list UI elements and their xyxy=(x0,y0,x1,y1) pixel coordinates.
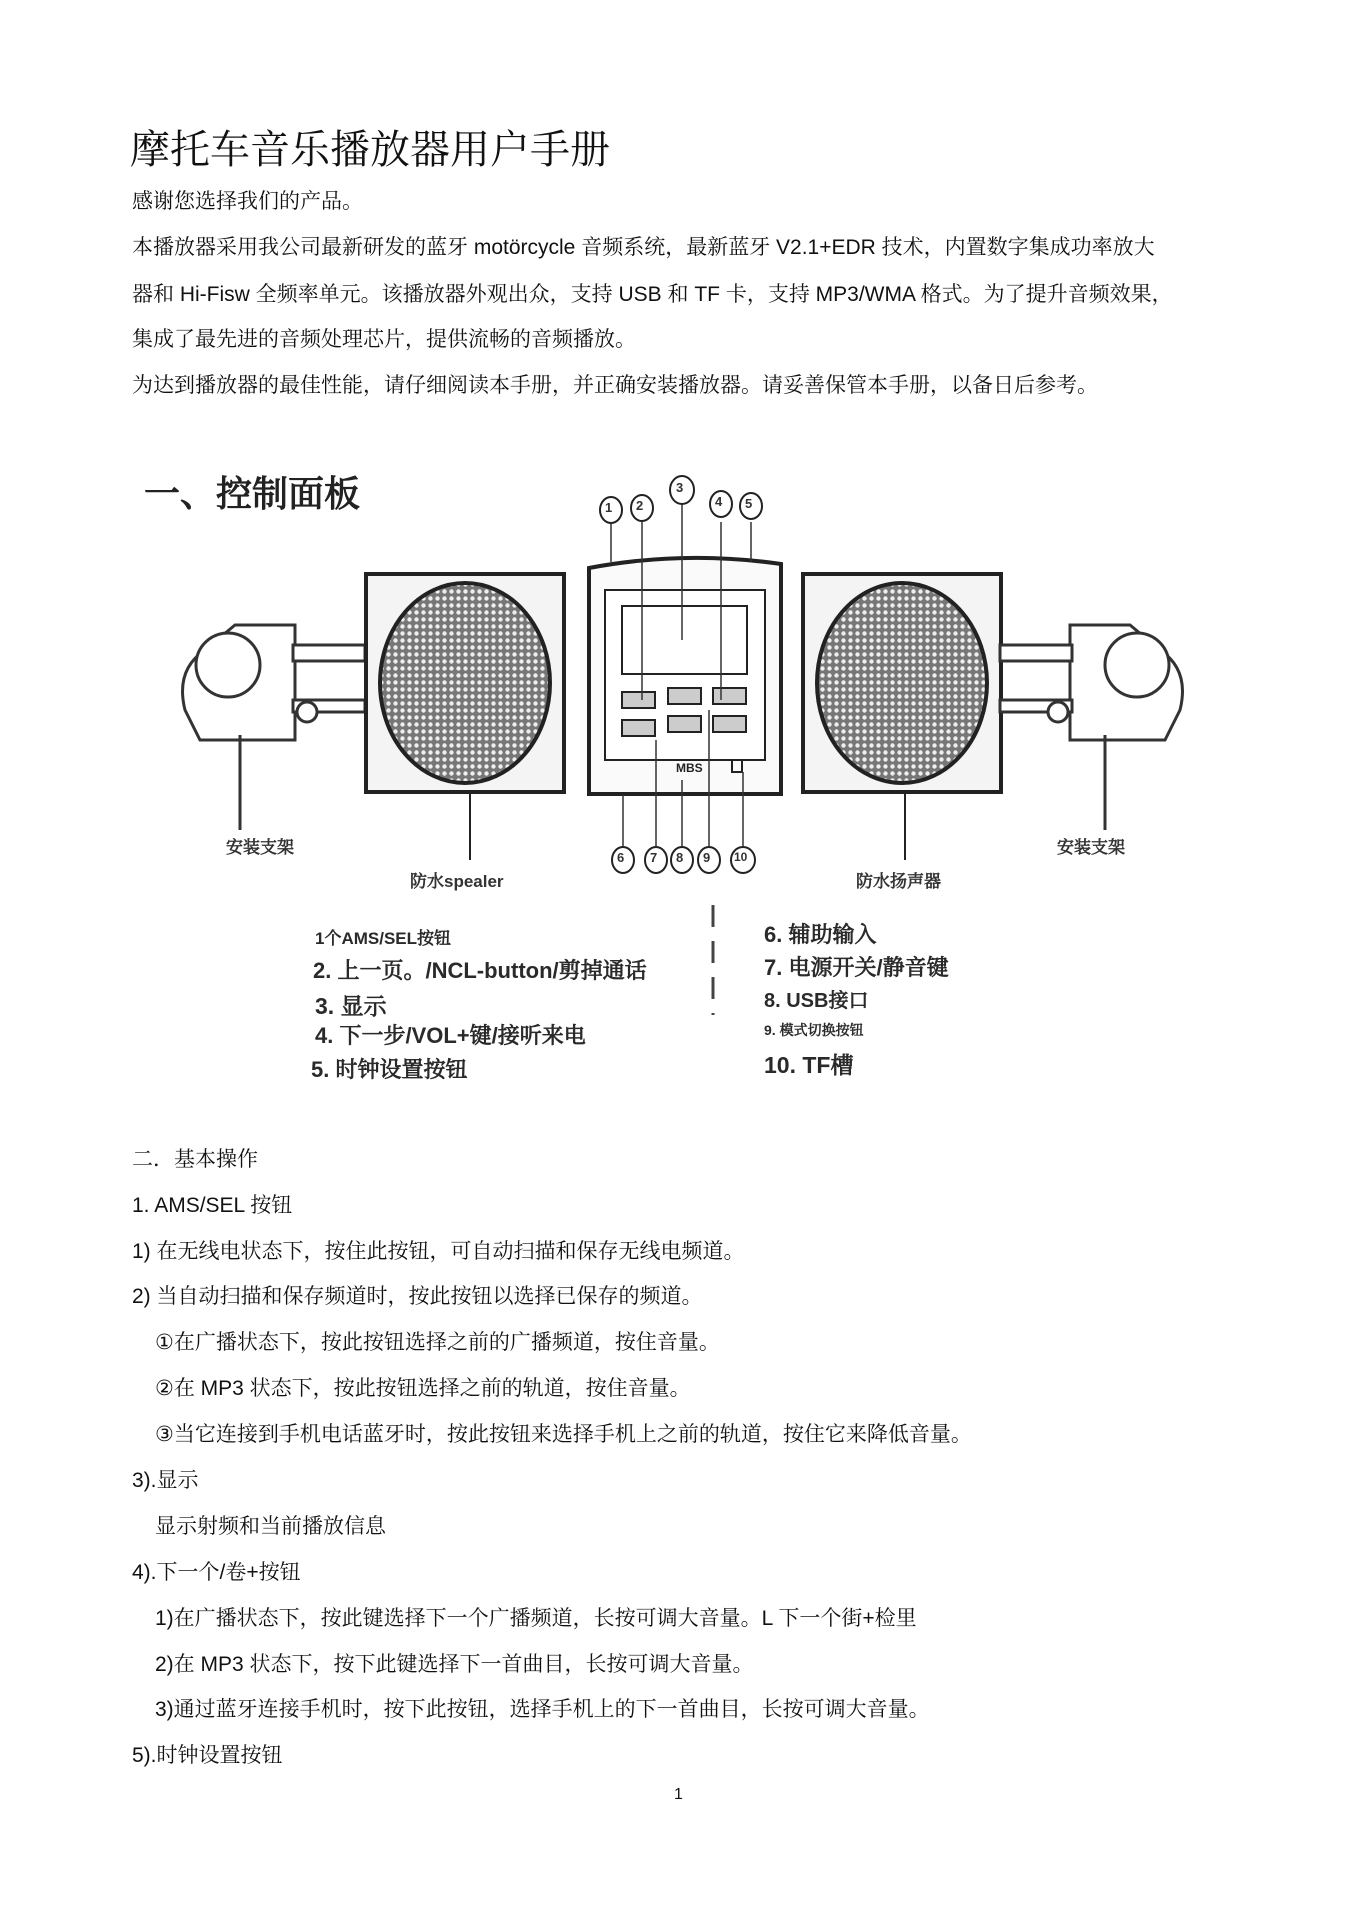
right-mount-bracket xyxy=(1000,625,1183,830)
subsection-heading: 1. AMS/SEL 按钮 xyxy=(132,1194,293,1217)
legend-item: 3. 显示 xyxy=(315,993,387,1019)
subsection-heading: 4).下一个/卷+按钮 xyxy=(132,1561,301,1584)
callout-2: 2 xyxy=(636,498,644,513)
legend-item: 8. USB接口 xyxy=(764,990,869,1012)
label-left-bracket: 安装支架 xyxy=(226,838,294,857)
svg-text:MBS: MBS xyxy=(676,761,703,775)
callout-10: 10 xyxy=(734,850,748,864)
label-left-speaker: 防水spealer xyxy=(410,872,504,891)
body-line: 3)通过蓝牙连接手机时，按下此按钮，选择手机上的下一首曲目，长按可调大音量。 xyxy=(155,1698,930,1721)
control-panel-heading: 一、控制面板 xyxy=(144,473,361,514)
callout-3: 3 xyxy=(676,480,684,495)
legend-item: 6. 辅助输入 xyxy=(764,922,877,947)
legend-item: 5. 时钟设置按钮 xyxy=(311,1057,468,1082)
body-line: 2) 当自动扫描和保存频道时，按此按钮以选择已保存的频道。 xyxy=(132,1285,703,1308)
legend-item: 9. 模式切换按钮 xyxy=(764,1022,864,1038)
intro-line: 为达到播放器的最佳性能，请仔细阅读本手册，并正确安装播放器。请妥善保管本手册，以备日后参考。 xyxy=(132,374,1098,397)
left-mount-bracket xyxy=(183,625,366,830)
body-line: 显示射频和当前播放信息 xyxy=(155,1515,386,1538)
label-right-speaker: 防水扬声器 xyxy=(856,872,941,891)
callout-7: 7 xyxy=(650,850,658,865)
right-speaker xyxy=(803,574,1001,860)
intro-line: 感谢您选择我们的产品。 xyxy=(132,190,363,213)
body-line: ②在 MP3 状态下，按此按钮选择之前的轨道，按住音量。 xyxy=(155,1377,691,1400)
subsection-heading: 3).显示 xyxy=(132,1469,199,1492)
subsection-heading: 5).时钟设置按钮 xyxy=(132,1744,283,1767)
legend-item: 10. TF槽 xyxy=(764,1052,854,1078)
callout-8: 8 xyxy=(676,850,684,865)
body-line: 2)在 MP3 状态下，按下此键选择下一首曲目，长按可调大音量。 xyxy=(155,1653,754,1676)
legend-item: 4. 下一步/VOL+键/接听来电 xyxy=(315,1023,586,1048)
left-speaker xyxy=(366,574,564,860)
legend-item: 1个AMS/SEL按钮 xyxy=(315,929,452,948)
body-line: ①在广播状态下，按此按钮选择之前的广播频道，按住音量。 xyxy=(155,1331,720,1354)
callout-9: 9 xyxy=(703,850,711,865)
callout-6: 6 xyxy=(617,850,625,865)
body-line: 1)在广播状态下，按此键选择下一个广播频道，长按可调大音量。L 下一个街+检里 xyxy=(155,1607,917,1630)
intro-line: 集成了最先进的音频处理芯片，提供流畅的音频播放。 xyxy=(132,328,636,351)
callout-4: 4 xyxy=(715,494,723,509)
section-heading: 二．基本操作 xyxy=(132,1148,258,1171)
head-unit xyxy=(589,558,781,794)
legend-item: 2. 上一页。/NCL-button/剪掉通话 xyxy=(313,958,647,983)
body-line: 1) 在无线电状态下，按住此按钮，可自动扫描和保存无线电频道。 xyxy=(132,1240,745,1263)
page-number: 1 xyxy=(674,1786,683,1803)
callout-5: 5 xyxy=(745,496,753,511)
document-title: 摩托车音乐播放器用户手册 xyxy=(130,128,610,172)
callout-1: 1 xyxy=(605,500,613,515)
intro-line: 器和 Hi-Fisw 全频率单元。该播放器外观出众，支持 USB 和 TF 卡，支持 MP3/WMA 格式。为了提升音频效果， xyxy=(132,283,1173,306)
intro-line: 本播放器采用我公司最新研发的蓝牙 motörcycle 音频系统，最新蓝牙 V2.1+EDR 技术，内置数字集成功率放大 xyxy=(132,236,1155,259)
legend-item: 7. 电源开关/静音键 xyxy=(764,955,949,980)
label-right-bracket: 安装支架 xyxy=(1057,838,1125,857)
body-line: ③当它连接到手机电话蓝牙时，按此按钮来选择手机上之前的轨道，按住它来降低音量。 xyxy=(155,1423,972,1446)
